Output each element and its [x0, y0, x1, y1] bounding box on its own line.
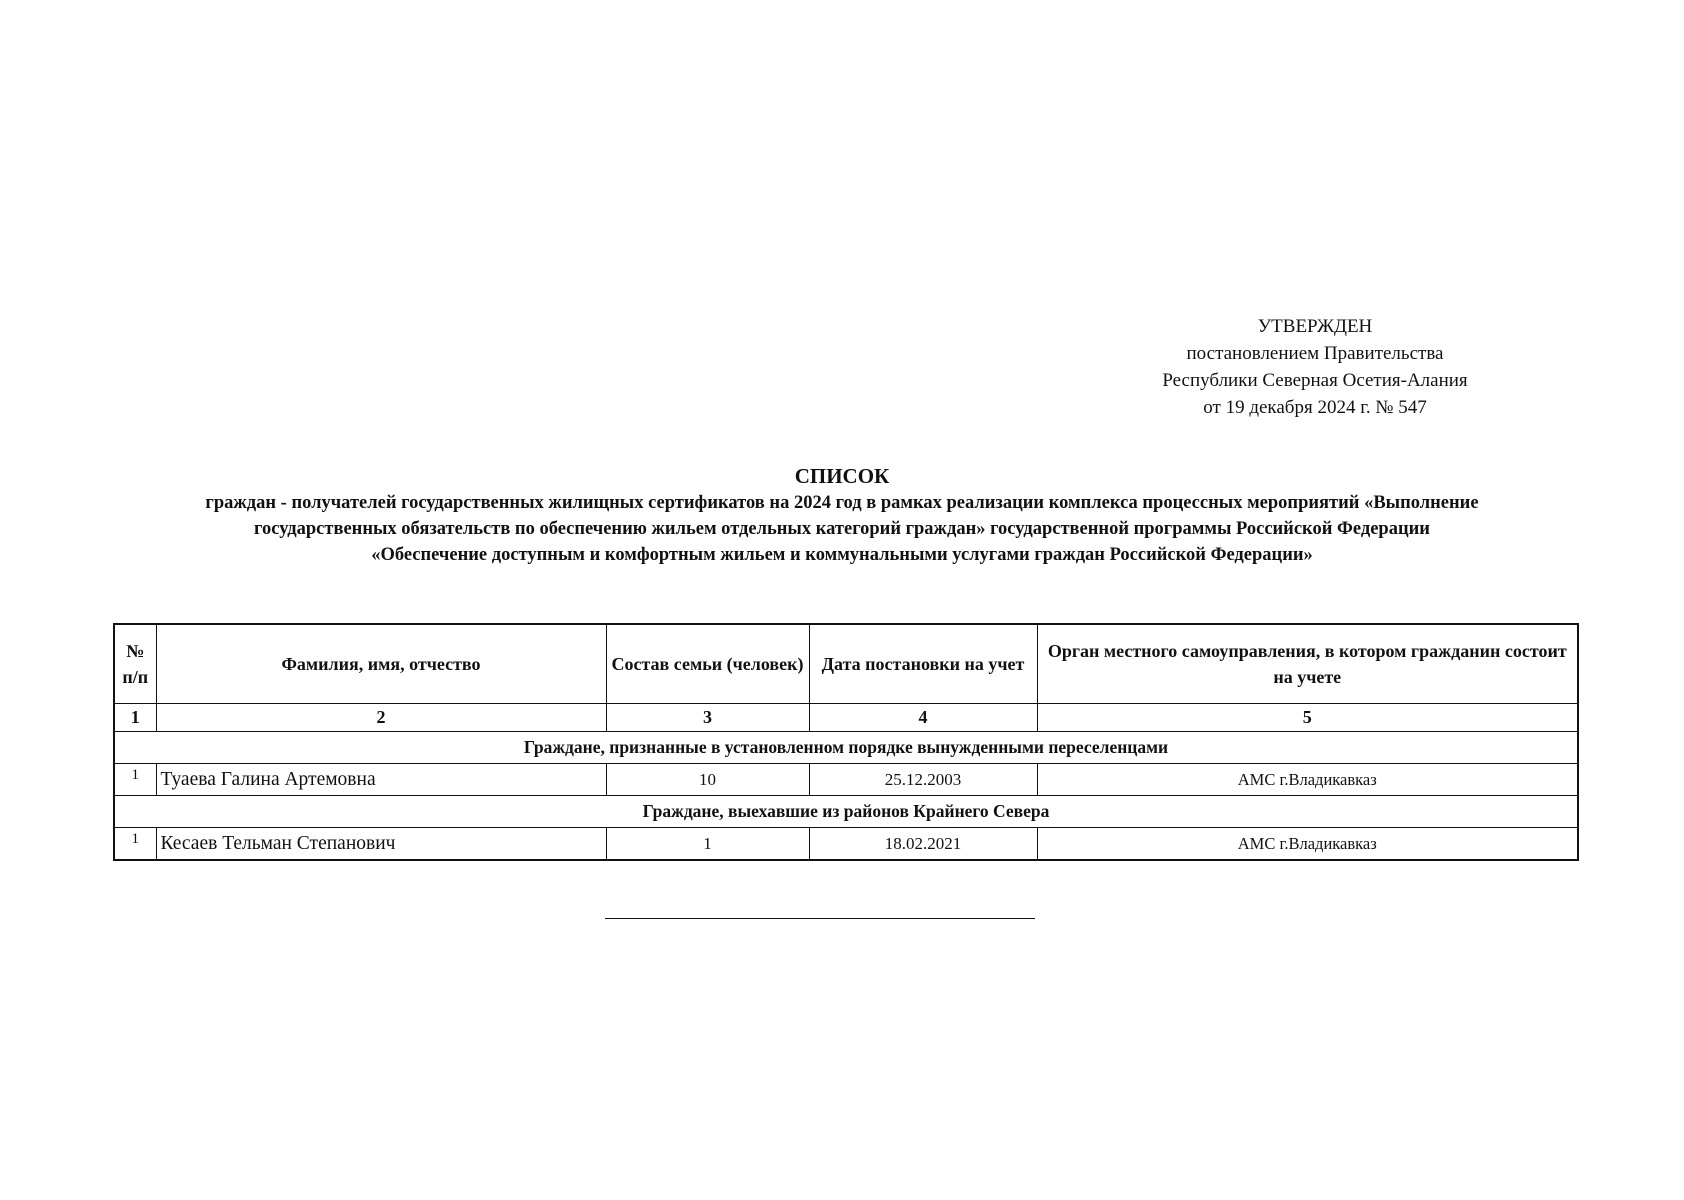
citizen-name: Туаева Галина Артемовна	[156, 764, 606, 796]
approval-date-line: от 19 декабря 2024 г. № 547	[1203, 397, 1427, 418]
document-title-block	[90, 462, 1594, 568]
document-subtitle-line: государственных обязательств по обеспечению жильем отдельных категорий граждан» государственной программы Российской Федерации	[254, 519, 1430, 539]
column-numbers-row	[114, 704, 1578, 732]
citizens-table	[113, 623, 1579, 861]
registration-date: 18.02.2021	[809, 828, 1037, 861]
group-heading-row	[114, 732, 1578, 764]
header-registration-date: Дата постановки на учет	[809, 624, 1037, 704]
registration-date: 25.12.2003	[809, 764, 1037, 796]
column-number: 1	[114, 704, 156, 732]
header-family-size: Состав семьи (человек)	[606, 624, 809, 704]
row-number-cell	[114, 828, 156, 861]
column-number: 4	[809, 704, 1037, 732]
family-size: 10	[606, 764, 809, 796]
approval-resolution-line: постановлением Правительства	[1186, 343, 1444, 364]
header-full-name: Фамилия, имя, отчество	[156, 624, 606, 704]
table-row	[114, 828, 1578, 861]
table-header-row	[114, 624, 1578, 704]
row-number: 1	[131, 766, 139, 783]
local-authority: АМС г.Владикавказ	[1037, 764, 1578, 796]
approval-republic-line: Республики Северная Осетия-Алания	[1162, 370, 1468, 391]
header-number-symbol: №	[126, 641, 145, 661]
group-heading-forced-migrants: Граждане, признанные в установленном порядке вынужденными переселенцами	[114, 732, 1578, 764]
approval-heading: УТВЕРЖДЕН	[1257, 316, 1373, 337]
document-title: СПИСОК	[794, 464, 890, 488]
column-number: 5	[1037, 704, 1578, 732]
row-number-cell	[114, 764, 156, 796]
family-size: 1	[606, 828, 809, 861]
citizen-name: Кесаев Тельман Степанович	[156, 828, 606, 861]
local-authority: АМС г.Владикавказ	[1037, 828, 1578, 861]
table-row	[114, 764, 1578, 796]
approval-stamp	[1120, 313, 1510, 421]
header-local-authority: Орган местного самоуправления, в котором гражданин состоит на учете	[1037, 624, 1578, 704]
column-number: 3	[606, 704, 809, 732]
group-heading-row	[114, 796, 1578, 828]
row-number: 1	[131, 830, 139, 847]
group-heading-far-north: Граждане, выехавшие из районов Крайнего Севера	[114, 796, 1578, 828]
column-number: 2	[156, 704, 606, 732]
header-number	[114, 624, 156, 704]
header-number-abbrev: п/п	[122, 667, 149, 687]
document-subtitle-line: граждан - получателей государственных жилищных сертификатов на 2024 год в рамках реализации комплекса процессных мероприятий «Выполнение	[205, 493, 1479, 513]
document-subtitle-line: «Обеспечение доступным и комфортным жильем и коммунальными услугами граждан Российской Федерации»	[371, 545, 1313, 565]
closing-underline	[605, 918, 1035, 919]
